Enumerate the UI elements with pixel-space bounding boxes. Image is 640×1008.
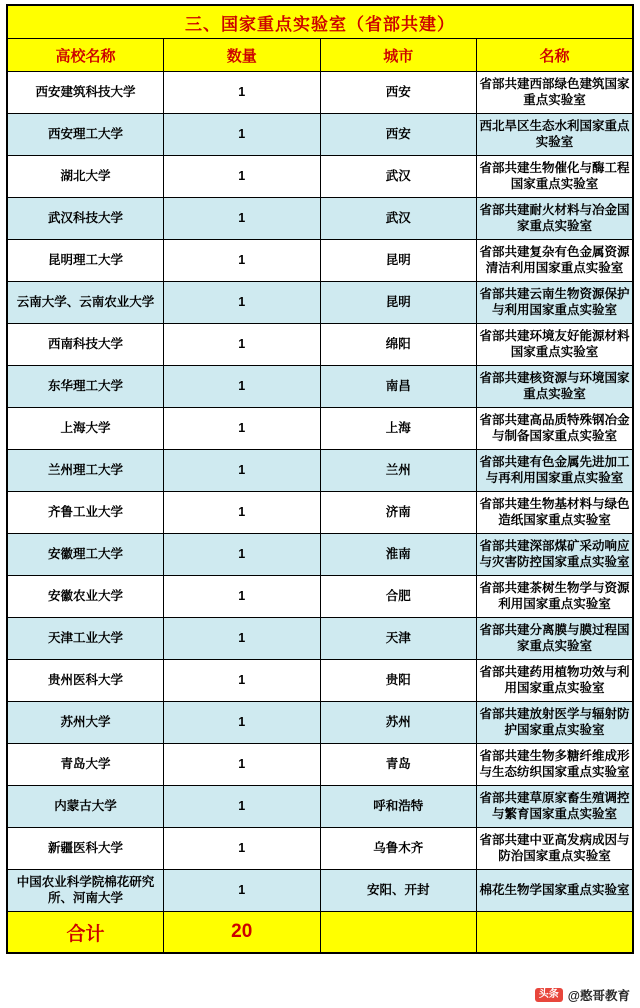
cell-university: 昆明理工大学 <box>7 240 164 282</box>
cell-quantity: 1 <box>164 492 321 534</box>
cell-quantity: 1 <box>164 660 321 702</box>
cell-city: 安阳、开封 <box>320 870 477 912</box>
cell-lab: 省部共建分离膜与膜过程国家重点实验室 <box>477 618 634 660</box>
cell-university: 青岛大学 <box>7 744 164 786</box>
column-header-quantity: 数量 <box>164 39 321 72</box>
watermark <box>535 986 630 1004</box>
cell-quantity: 1 <box>164 786 321 828</box>
column-header-city: 城市 <box>320 39 477 72</box>
cell-university: 上海大学 <box>7 408 164 450</box>
cell-university: 齐鲁工业大学 <box>7 492 164 534</box>
total-label: 合计 <box>7 912 164 954</box>
table-row <box>7 198 633 240</box>
table-row <box>7 828 633 870</box>
cell-quantity: 1 <box>164 156 321 198</box>
cell-university: 安徽农业大学 <box>7 576 164 618</box>
total-value: 20 <box>164 912 321 954</box>
cell-university: 西南科技大学 <box>7 324 164 366</box>
cell-city: 武汉 <box>320 198 477 240</box>
table-row <box>7 492 633 534</box>
cell-quantity: 1 <box>164 114 321 156</box>
table-row <box>7 324 633 366</box>
cell-city: 淮南 <box>320 534 477 576</box>
cell-university: 天津工业大学 <box>7 618 164 660</box>
cell-lab: 省部共建生物多糖纤维成形与生态纺织国家重点实验室 <box>477 744 634 786</box>
table-row <box>7 870 633 912</box>
cell-quantity: 1 <box>164 198 321 240</box>
total-lab-empty <box>477 912 634 954</box>
cell-university: 新疆医科大学 <box>7 828 164 870</box>
table-row <box>7 534 633 576</box>
cell-lab: 省部共建高品质特殊钢冶金与制备国家重点实验室 <box>477 408 634 450</box>
cell-city: 贵阳 <box>320 660 477 702</box>
cell-quantity: 1 <box>164 702 321 744</box>
cell-city: 乌鲁木齐 <box>320 828 477 870</box>
table-row <box>7 114 633 156</box>
cell-university: 西安理工大学 <box>7 114 164 156</box>
cell-university: 内蒙古大学 <box>7 786 164 828</box>
table-row <box>7 366 633 408</box>
table-total-row <box>7 912 633 954</box>
cell-lab: 省部共建放射医学与辐射防护国家重点实验室 <box>477 702 634 744</box>
table-row <box>7 156 633 198</box>
watermark-text: @憨哥教育 <box>567 989 630 1003</box>
table-row <box>7 408 633 450</box>
cell-lab: 省部共建耐火材料与冶金国家重点实验室 <box>477 198 634 240</box>
cell-lab: 省部共建核资源与环境国家重点实验室 <box>477 366 634 408</box>
state-key-lab-table <box>6 4 634 954</box>
total-city-empty <box>320 912 477 954</box>
cell-city: 昆明 <box>320 240 477 282</box>
cell-lab: 省部共建生物催化与酶工程国家重点实验室 <box>477 156 634 198</box>
column-header-lab: 名称 <box>477 39 634 72</box>
cell-lab: 西北旱区生态水利国家重点实验室 <box>477 114 634 156</box>
cell-lab: 省部共建云南生物资源保护与利用国家重点实验室 <box>477 282 634 324</box>
cell-quantity: 1 <box>164 534 321 576</box>
cell-university: 苏州大学 <box>7 702 164 744</box>
table-row <box>7 744 633 786</box>
cell-lab: 省部共建生物基材料与绿色造纸国家重点实验室 <box>477 492 634 534</box>
table-row <box>7 702 633 744</box>
cell-lab: 省部共建有色金属先进加工与再利用国家重点实验室 <box>477 450 634 492</box>
cell-city: 昆明 <box>320 282 477 324</box>
cell-quantity: 1 <box>164 618 321 660</box>
table-row <box>7 618 633 660</box>
cell-quantity: 1 <box>164 828 321 870</box>
cell-lab: 省部共建深部煤矿采动响应与灾害防控国家重点实验室 <box>477 534 634 576</box>
cell-university: 安徽理工大学 <box>7 534 164 576</box>
cell-quantity: 1 <box>164 324 321 366</box>
cell-city: 上海 <box>320 408 477 450</box>
page-title: 三、国家重点实验室（省部共建） <box>7 5 633 39</box>
table-body <box>7 5 633 953</box>
cell-lab: 省部共建复杂有色金属资源清洁利用国家重点实验室 <box>477 240 634 282</box>
cell-city: 南昌 <box>320 366 477 408</box>
cell-city: 呼和浩特 <box>320 786 477 828</box>
cell-lab: 棉花生物学国家重点实验室 <box>477 870 634 912</box>
cell-city: 兰州 <box>320 450 477 492</box>
table-row <box>7 576 633 618</box>
table-row <box>7 786 633 828</box>
cell-quantity: 1 <box>164 72 321 114</box>
cell-quantity: 1 <box>164 450 321 492</box>
table-header-row <box>7 39 633 72</box>
cell-lab: 省部共建环境友好能源材料国家重点实验室 <box>477 324 634 366</box>
cell-lab: 省部共建草原家畜生殖调控与繁育国家重点实验室 <box>477 786 634 828</box>
cell-university: 武汉科技大学 <box>7 198 164 240</box>
table-row <box>7 72 633 114</box>
cell-quantity: 1 <box>164 240 321 282</box>
cell-city: 天津 <box>320 618 477 660</box>
table-row <box>7 240 633 282</box>
cell-quantity: 1 <box>164 576 321 618</box>
table-row <box>7 450 633 492</box>
cell-city: 济南 <box>320 492 477 534</box>
cell-university: 湖北大学 <box>7 156 164 198</box>
cell-city: 西安 <box>320 114 477 156</box>
cell-university: 云南大学、云南农业大学 <box>7 282 164 324</box>
cell-city: 绵阳 <box>320 324 477 366</box>
cell-quantity: 1 <box>164 870 321 912</box>
column-header-name: 高校名称 <box>7 39 164 72</box>
cell-city: 苏州 <box>320 702 477 744</box>
cell-lab: 省部共建药用植物功效与利用国家重点实验室 <box>477 660 634 702</box>
cell-city: 合肥 <box>320 576 477 618</box>
cell-lab: 省部共建茶树生物学与资源利用国家重点实验室 <box>477 576 634 618</box>
cell-lab: 省部共建中亚高发病成因与防治国家重点实验室 <box>477 828 634 870</box>
table-title-row <box>7 5 633 39</box>
cell-university: 西安建筑科技大学 <box>7 72 164 114</box>
toutiao-badge: 头条 <box>535 988 563 1002</box>
cell-city: 西安 <box>320 72 477 114</box>
cell-university: 中国农业科学院棉花研究所、河南大学 <box>7 870 164 912</box>
table-row <box>7 660 633 702</box>
cell-university: 贵州医科大学 <box>7 660 164 702</box>
cell-quantity: 1 <box>164 282 321 324</box>
cell-university: 兰州理工大学 <box>7 450 164 492</box>
cell-lab: 省部共建西部绿色建筑国家重点实验室 <box>477 72 634 114</box>
cell-quantity: 1 <box>164 744 321 786</box>
cell-quantity: 1 <box>164 366 321 408</box>
cell-city: 武汉 <box>320 156 477 198</box>
cell-quantity: 1 <box>164 408 321 450</box>
table-row <box>7 282 633 324</box>
cell-city: 青岛 <box>320 744 477 786</box>
cell-university: 东华理工大学 <box>7 366 164 408</box>
